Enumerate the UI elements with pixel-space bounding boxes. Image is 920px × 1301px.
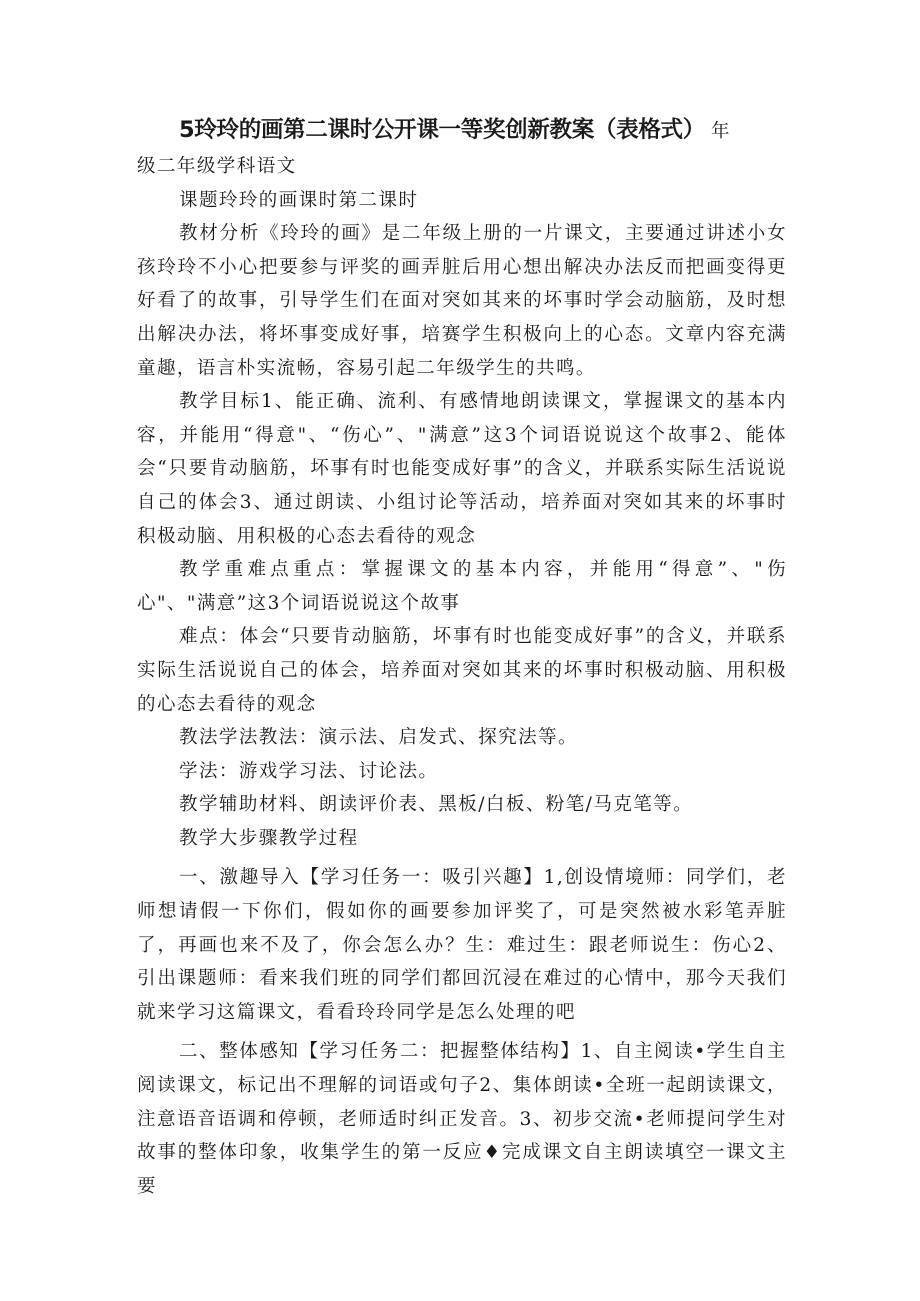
paragraph-learning-methods: 学法：游戏学习法、讨论法。: [179, 760, 439, 782]
paragraph-topic: 课题玲玲的画课时第二课时: [179, 189, 419, 211]
title-tail: 年: [710, 121, 731, 142]
document-title: [179, 112, 787, 150]
paragraph-teaching-methods: 教法学法教法：演示法、启发式、探究法等。: [179, 727, 579, 749]
paragraph-difficult-points: 难点：体会“只要肯动脑筋，坏事有时也能变成好事”的含义，并联系实际生活说说自己的体会，培养面对突如其来的坏事时积极动脑、用积极的心态去看待的观念: [137, 626, 787, 715]
paragraph-step-two: 二、整体感知【学习任务二：把握整体结构】1、自主阅读•学生自主阅读课文，标记出不理解的词语或句子2、集体朗读•全班一起朗读课文，注意语音语调和停顿，老师适时纠正发音。3、初步交流•老师提问学生对故事的整体印象，收集学生的第一反应♦完成课文自主朗读填空一课文主要: [137, 1041, 787, 1197]
paragraph-material-analysis: 教材分析《玲玲的画》是二年级上册的一片课文，主要通过讲述小女孩玲玲不小心把要参与评奖的画弄脏后用心想出解决办法反而把画变得更好看了的故事，引导学生们在面对突如其来的坏事时学会动脑筋，及时想出解决办法，将坏事变成好事，培赛学生积极向上的心态。文章内容充满童趣，语言朴实流畅，容易引起二年级学生的共鸣。: [137, 223, 787, 379]
document-page: [137, 112, 787, 1203]
paragraph-step-one: 一、激趣导入【学习任务一：吸引兴趣】1,创设情境师：同学们，老师想请假一下你们，假如你的画要参加评奖了，可是突然被水彩笔弄脏了，再画也来不及了，你会怎么办？生：难过生：跟老师说生：伤心2、引出课题师：看来我们班的同学们都回沉浸在难过的心情中，那今天我们就来学习这篇课文，看看玲玲同学是怎么处理的吧: [137, 867, 787, 1023]
paragraph-key-points: 教学重难点重点：掌握课文的基本内容，并能用“得意”、"伤心"、"满意”这3个词语说说这个故事: [137, 559, 787, 614]
title-main: 5玲玲的画第二课时公开课一等奖创新教案（表格式）: [179, 117, 705, 143]
paragraph-process-heading: 教学大步骤教学过程: [179, 827, 359, 849]
paragraph-teaching-goals: 教学目标1、能正确、流利、有感情地朗读课文，掌握课文的基本内容，并能用“得意"、“伤心”、"满意”这3个词语说说这个故事2、能体会“只要肯动脑筋，坏事有时也能变成好事”的含义，并联系实际生活说说自己的体会3、通过朗读、小组讨论等活动，培养面对突如其来的坏事时积极动脑、用积极的心态去看待的观念: [137, 391, 787, 547]
paragraph-teaching-aids: 教学辅助材料、朗读评价表、黑板/白板、粉笔/马克笔等。: [179, 794, 694, 816]
grade-line: 级二年级学科语文: [137, 156, 297, 177]
